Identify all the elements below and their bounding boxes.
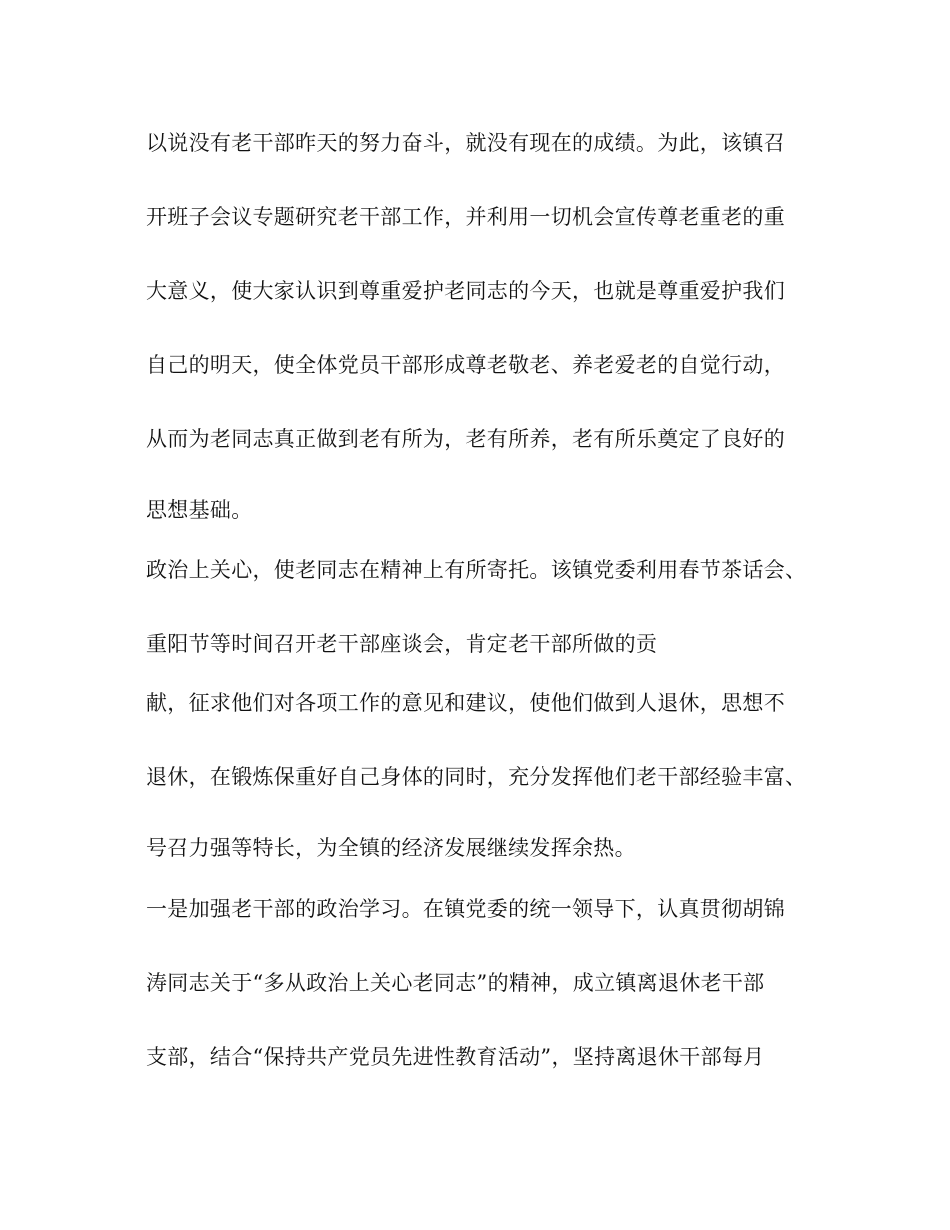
text-line: 献，征求他们对各项工作的意见和建议，使他们做到人退休，思想不 <box>146 691 785 715</box>
text-line: 支部，结合“保持共产党员先进性教育活动”，坚持离退休干部每月 <box>146 1045 765 1069</box>
text-line: 开班子会议专题研究老干部工作，并利用一切机会宣传尊老重老的重 <box>146 205 785 229</box>
text-line: 涛同志关于“多从政治上关心老同志”的精神，成立镇离退休老干部 <box>146 971 765 995</box>
text-line: 一是加强老干部的政治学习。在镇党委的统一领导下，认真贯彻胡锦 <box>146 897 785 921</box>
text-line: 自己的明天，使全体党员干部形成尊老敬老、养老爱老的自觉行动， <box>146 353 785 377</box>
text-line: 政治上关心，使老同志在精神上有所寄托。该镇党委利用春节茶话会、 <box>146 558 807 582</box>
text-line: 以说没有老干部昨天的努力奋斗，就没有现在的成绩。为此，该镇召 <box>146 131 785 155</box>
text-line: 大意义，使大家认识到尊重爱护老同志的今天，也就是尊重爱护我们 <box>146 279 785 303</box>
text-line: 思想基础。 <box>146 498 253 522</box>
text-line: 退休，在锻炼保重好自己身体的同时，充分发挥他们老干部经验丰富、 <box>146 765 807 789</box>
text-line: 号召力强等特长，为全镇的经济发展继续发挥余热。 <box>146 836 636 860</box>
text-line: 从而为老同志真正做到老有所为，老有所养，老有所乐奠定了良好的 <box>146 427 785 451</box>
text-line: 重阳节等时间召开老干部座谈会，肯定老干部所做的贡 <box>146 632 658 656</box>
